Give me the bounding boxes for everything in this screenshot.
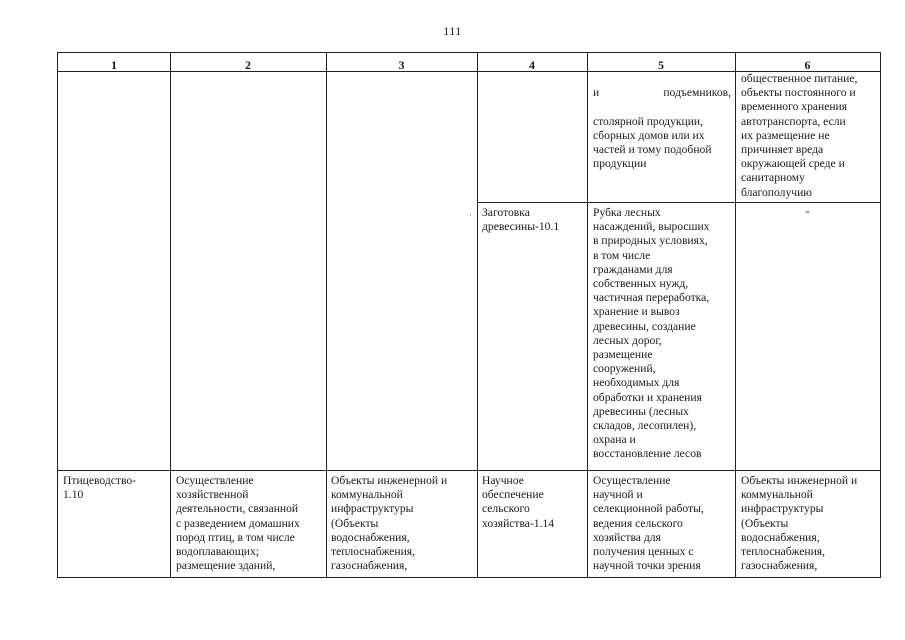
cell-continued-col6: общественное питание, объекты постоянного и временного хранения автотранспорта, если их размещение не причиняет вреда окружающей среде и санитарному благополучию <box>741 72 858 199</box>
cell-poultry-col5: Осуществление научной и селекционной работы, ведения сельского хозяйства для получения ценных с научной точки зрения <box>593 474 704 573</box>
cell-poultry-col4: Научное обеспечение сельского хозяйства-1.14 <box>482 474 555 530</box>
cell-poultry-col2: Осуществление хозяйственной деятельности, связанной с разведением домашних пород птиц, в том числе водоплавающих; размещение зданий, <box>176 474 300 573</box>
cell-wood-col6: - <box>805 204 810 218</box>
column-divider <box>587 53 588 577</box>
column-header-6: 6 <box>804 58 811 72</box>
column-divider <box>735 53 736 577</box>
column-header-2: 2 <box>245 58 251 72</box>
cell-text: столярной продукции, сборных домов или их частей и тому подобной продукции <box>593 114 712 171</box>
page-number: 111 <box>443 24 462 38</box>
cell-wood-col5: Рубка лесных насаждений, выросших в природных условиях, в том числе гражданами для собственных нужд, частичная переработка, хранение и вывоз древесины, создание лесных дорог, размещение сооружений, необходимых для обработки и хранения древесины (лесных складов, лесопилен), охрана и восстановление лесов <box>593 206 710 461</box>
column-header-4: 4 <box>529 58 535 72</box>
column-header-5: 5 <box>658 58 664 72</box>
cell-poultry-col6: Объекты инженерной и коммунальной инфраструктуры (Объекты водоснабжения, теплоснабжения, газоснабжения, <box>741 474 858 573</box>
cell-text: и <box>593 86 600 100</box>
column-divider <box>326 53 327 577</box>
cell-continued-col5 <box>593 72 731 186</box>
column-header-1: 1 <box>111 58 117 72</box>
cell-poultry-col3: Объекты инженерной и коммунальной инфраструктуры (Объекты водоснабжения, теплоснабжения, газоснабжения, <box>331 474 448 573</box>
column-divider <box>170 53 171 577</box>
scan-artifact: · <box>469 210 472 220</box>
cell-text: подъемников, <box>663 86 731 100</box>
land-use-table <box>57 52 881 578</box>
row-divider <box>58 470 880 471</box>
cell-poultry-col1: Птицеводство- 1.10 <box>63 474 137 502</box>
column-divider <box>477 53 478 577</box>
row-divider <box>477 202 880 203</box>
cell-wood-col4: Заготовка древесины-10.1 <box>482 206 560 234</box>
column-header-3: 3 <box>398 58 405 72</box>
